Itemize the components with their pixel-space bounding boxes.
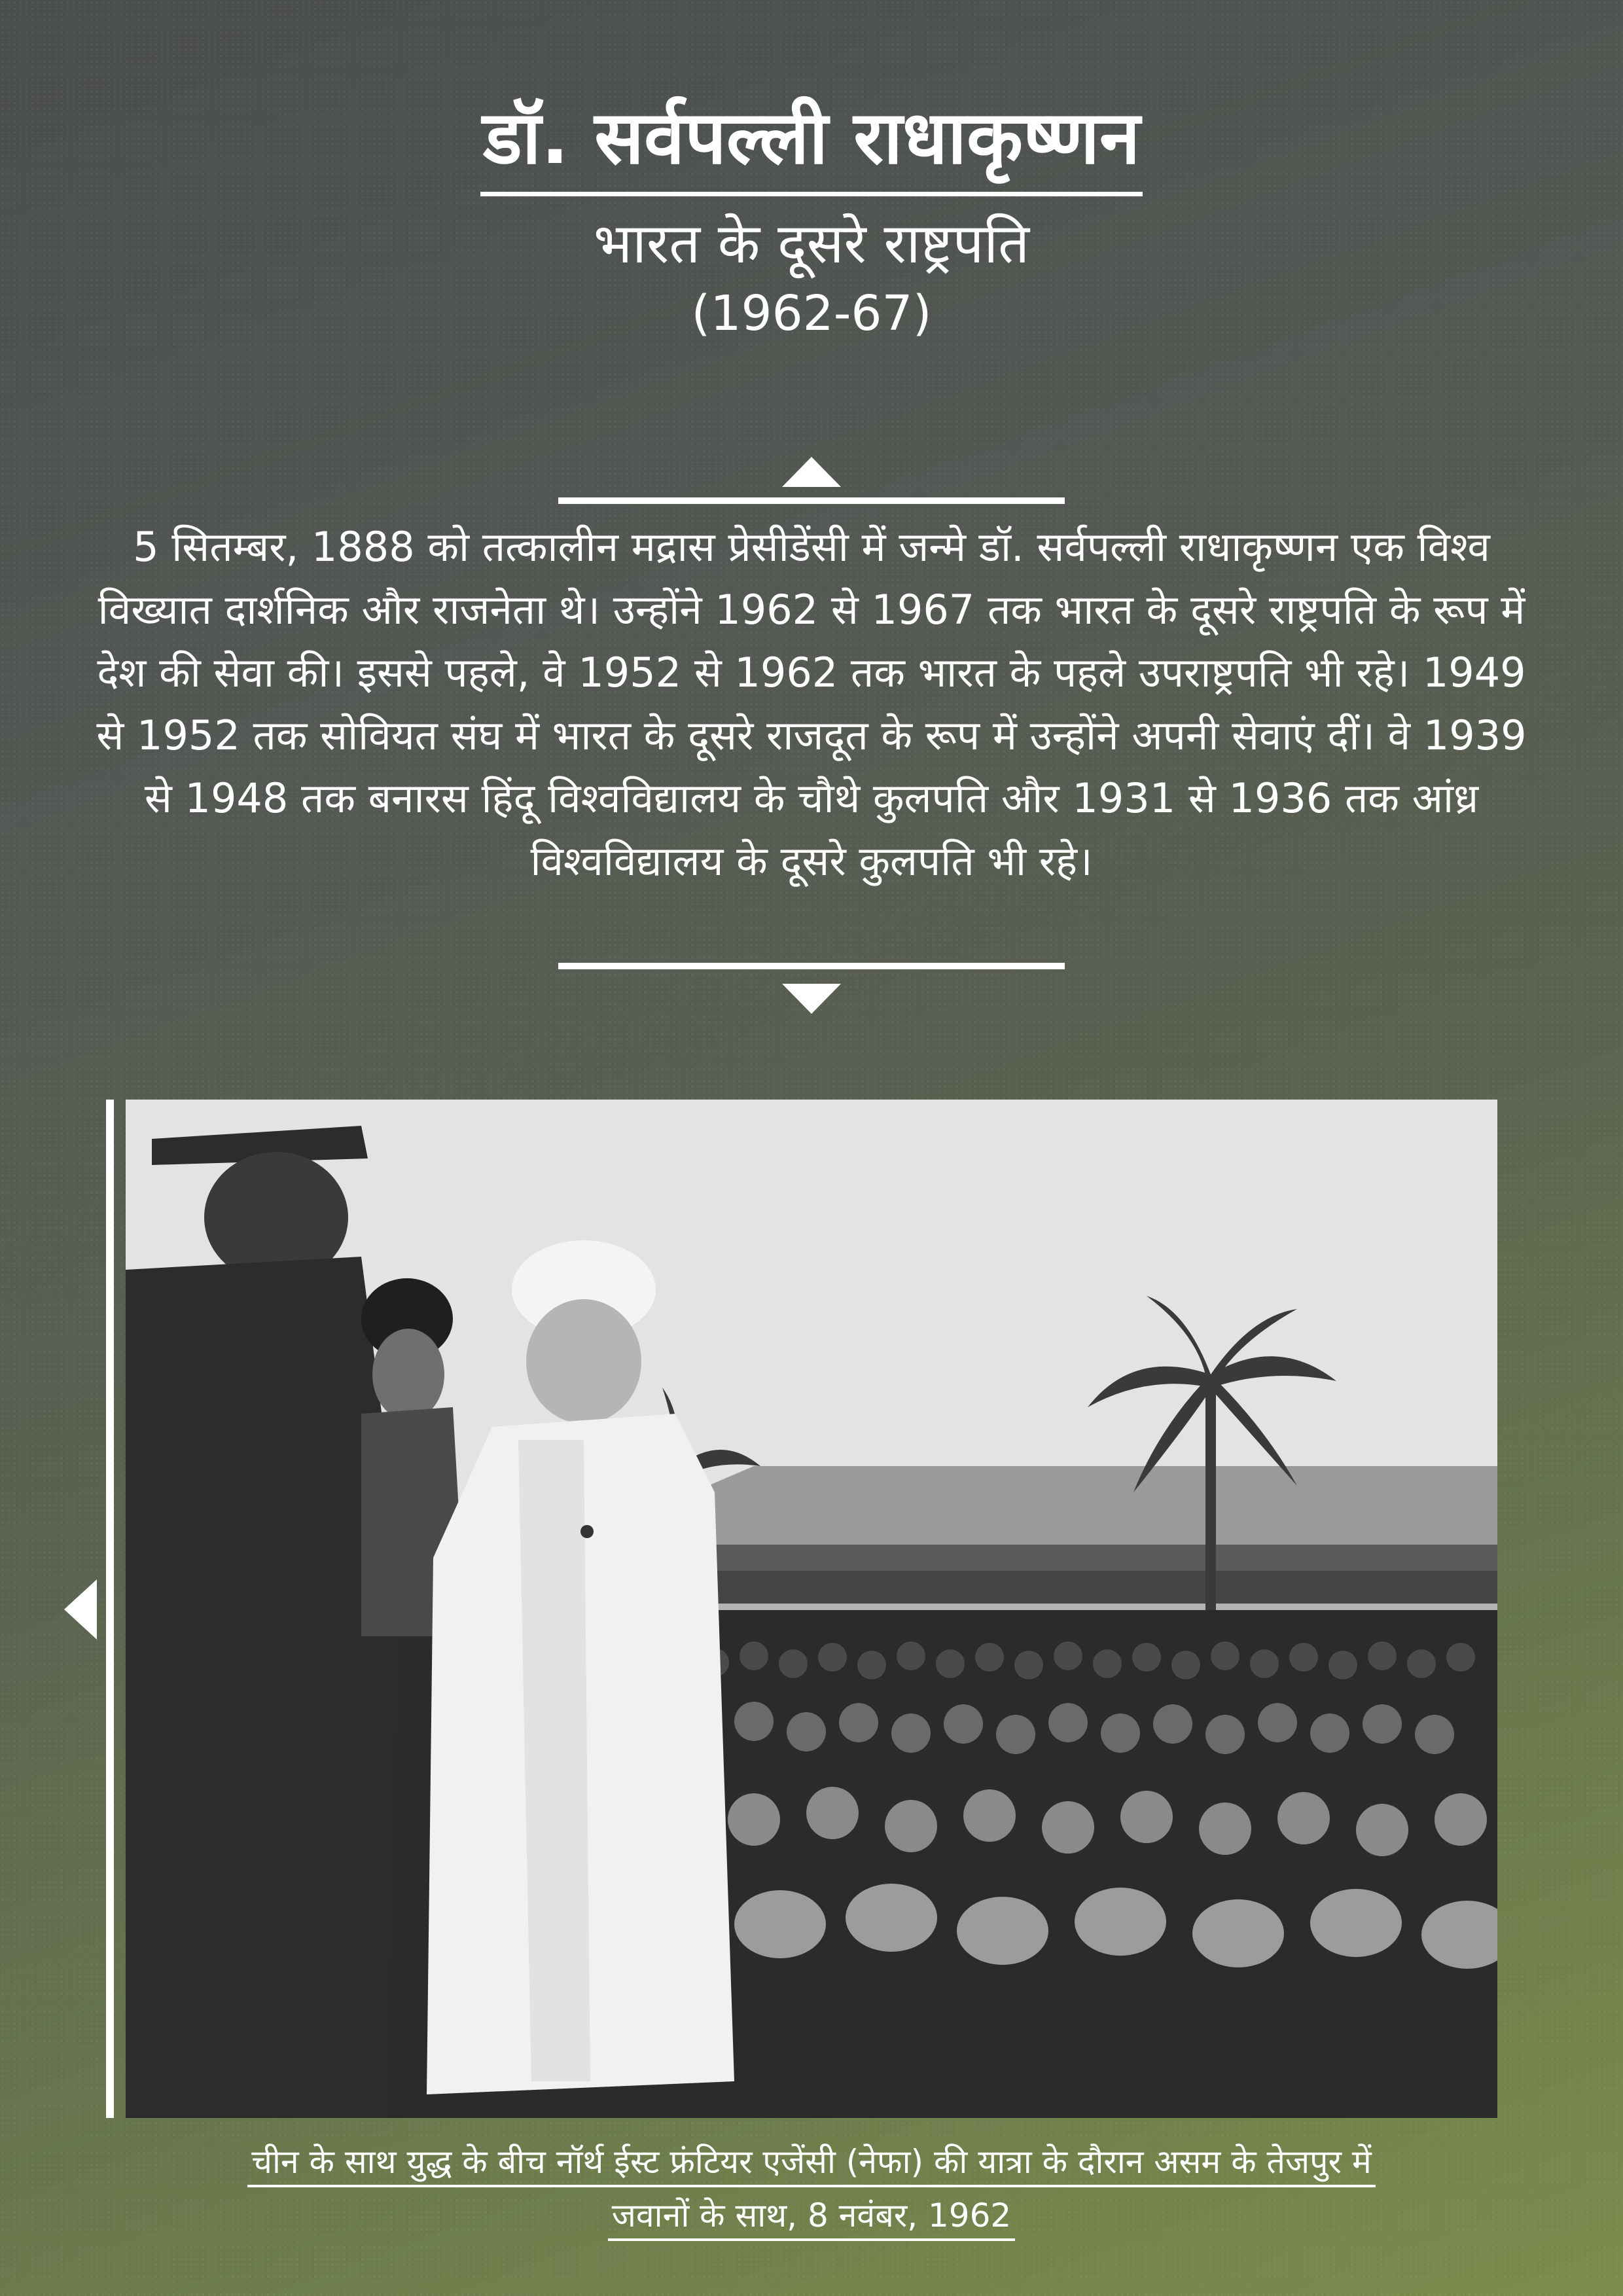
caption-line-1: चीन के साथ युद्ध के बीच नॉर्थ ईस्ट फ्रंटियर एजेंसी (नेफा) की यात्रा के दौरान असम के तेजपुर में [247, 2139, 1376, 2187]
triangle-up-icon [782, 457, 841, 487]
divider-bottom [558, 963, 1065, 969]
caption-line-2: जवानों के साथ, 8 नवंबर, 1962 [608, 2193, 1016, 2241]
biography-paragraph: 5 सितम्बर, 1888 को तत्कालीन मद्रास प्रेसीडेंसी में जन्मे डॉ. सर्वपल्ली राधाकृष्णन एक विश्व विख्यात दार्शनिक और राजनेता थे। उन्होंने 1962 से 1967 तक भारत के दूसरे राष्ट्रपति के रूप में देश की सेवा की। इससे पहले, वे 1952 से 1962 तक भारत के पहले उपराष्ट्रपति भी रहे। 1949 से 1952 तक सोवियत संघ में भारत के दूसरे राजदूत के रूप में उन्होंने अपनी सेवाएं दीं। वे 1939 से 1948 तक बनारस हिंदू विश्वविद्यालय के चौथे कुलपति और 1931 से 1936 तक आंध्र विश्वविद्यालय के दूसरे कुलपति भी रहे। [96, 523, 1527, 885]
tenure-years: (1962-67) [691, 285, 932, 342]
photo-caption [118, 2135, 1505, 2242]
header [0, 98, 1623, 340]
triangle-down-icon [782, 984, 841, 1014]
page-title: डॉ. सर्वपल्ली राधाकृष्णन [480, 98, 1143, 196]
divider-top [558, 497, 1065, 504]
historical-photo [126, 1100, 1497, 2118]
page-subtitle: भारत के दूसरे राष्ट्रपति [594, 211, 1029, 276]
triangle-left-icon [64, 1579, 97, 1640]
photo-accent-bar [106, 1100, 114, 2118]
